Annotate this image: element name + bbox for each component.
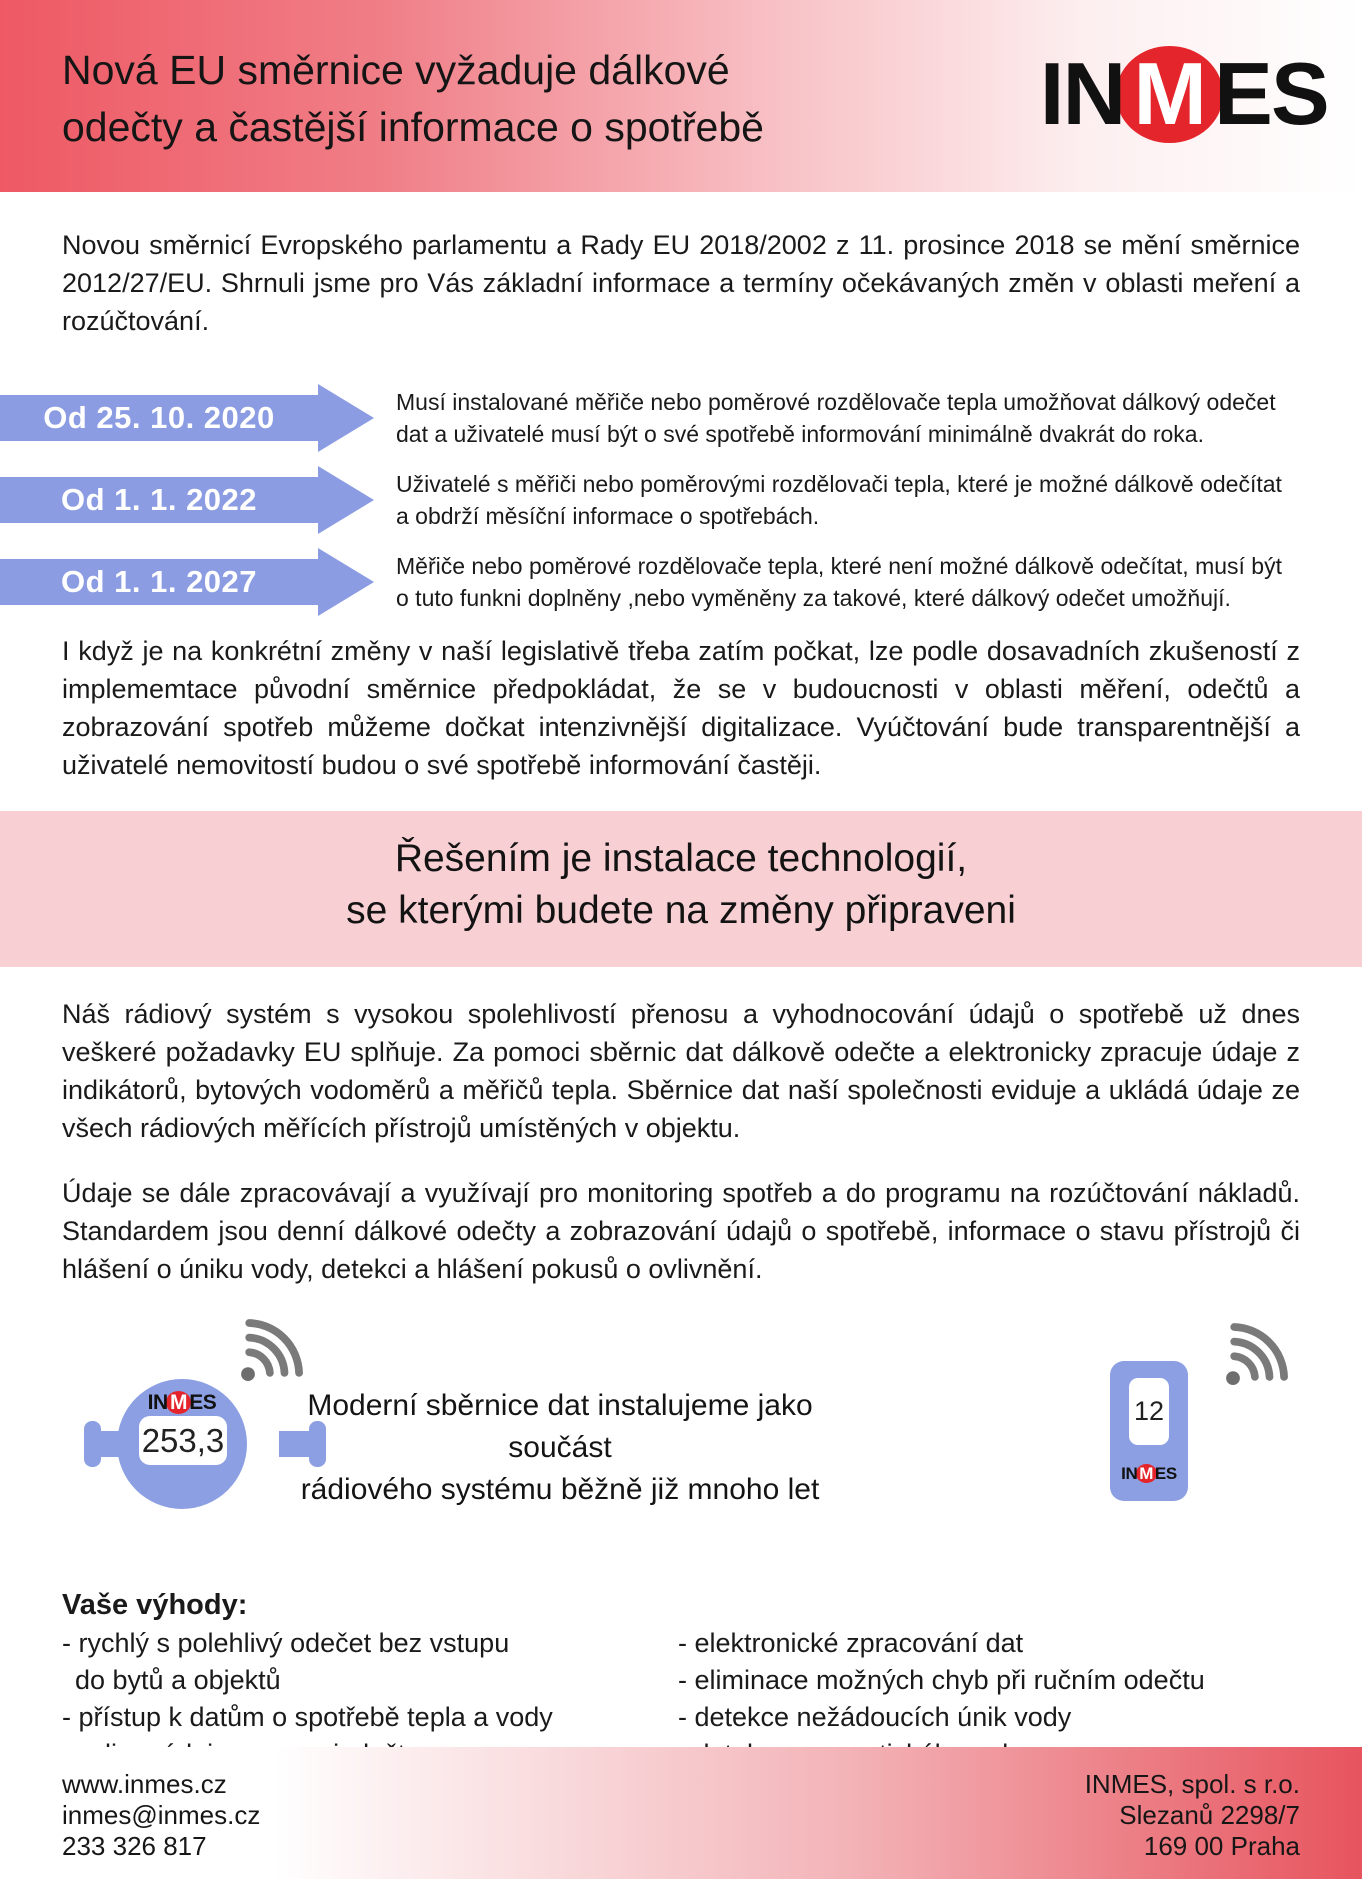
logo-red-ellipse-icon <box>1136 1464 1157 1483</box>
timeline <box>0 386 1362 614</box>
timeline-date: Od 1. 1. 2022 <box>60 482 258 517</box>
benefits-right-column <box>678 1585 1205 1773</box>
logo-text-m: M <box>169 1391 188 1415</box>
meter-inmes-logo <box>117 1391 247 1414</box>
logo-text-in: IN <box>147 1391 168 1415</box>
logo-text-es: ES <box>1154 1463 1177 1483</box>
timeline-row-2020 <box>0 386 1362 450</box>
devices-caption-line1: Moderní sběrnice dat instalujeme jako součást <box>307 1389 813 1464</box>
allocator-inmes-logo <box>1110 1464 1188 1483</box>
benefits-section <box>62 1585 1300 1773</box>
logo-text-in: IN <box>1039 44 1125 144</box>
legislation-paragraph: I když je na konkrétní změny v naší legislativě třeba zatím počkat, lze podle dosavadních zkušeností z implememtace původní směrnice předpokládat, že se v budoucnosti v oblasti měření, odečtů a zobrazování spotřeb můžeme dočkat intenzivnější digitalizace. Vyúčtování bude transparentnější a uživatelé nemovitostí budou o své spotřebě informování častěji. <box>62 636 1300 780</box>
footer-contact <box>62 1769 260 1862</box>
timeline-text: Měřiče nebo poměrové rozdělovače tepla, které není možné dálkově odečítat, musí být o tuto funkni doplněny ,nebo vyměněny za takové, které dálkový odečet umožňují. <box>396 553 1282 611</box>
benefit-item: - detekce nežádoucích únik vody <box>678 1702 1072 1732</box>
radio-system-paragraph: Náš rádiový systém s vysokou spolehlivostí přenosu a vyhodnocování údajů o spotřebě už dnes veškeré požadavky EU splňuje. Za pomoci sběrnic dat dálkově odečte a elektronicky zpracuje údaje z indikátorů, bytových vodoměrů a měřičů tepla. Sběrnice dat naší společnosti eviduje a ukládá údaje ze všech rádiových měřících přístrojů umístěných v objektu. <box>62 999 1300 1143</box>
timeline-text: Uživatelé s měřiči nebo poměrovými rozdělovači tepla, které je možné dálkově odečítat a obdrží měsíční informace o spotřebách. <box>396 471 1282 529</box>
footer-street: Slezanů 2298/7 <box>1119 1800 1300 1830</box>
timeline-arrow-2020 <box>0 395 318 441</box>
footer-email: inmes@inmes.cz <box>62 1800 261 1830</box>
logo-text-es: ES <box>189 1391 217 1415</box>
timeline-arrow-2027 <box>0 559 318 605</box>
devices-illustration <box>0 1309 1362 1559</box>
radio-waves-icon <box>1190 1305 1276 1391</box>
benefits-heading: Vaše výhody: <box>62 1589 248 1621</box>
benefit-item: - elektronické zpracování dat <box>678 1628 1024 1658</box>
heat-cost-allocator-icon <box>1110 1361 1188 1501</box>
footer-address <box>1085 1769 1300 1862</box>
footer-city: 169 00 Praha <box>1143 1831 1300 1861</box>
page-title <box>62 42 764 156</box>
data-processing-paragraph: Údaje se dále zpracovávají a využívají pro monitoring spotřeb a do programu na rozúčtování nákladů. Standardem jsou denní dálkové odečty a zobrazování údajů o spotřebě, informace o stavu přístrojů či hlášení o úniku vody, detekci a hlášení pokusů o ovlivnění. <box>62 1178 1300 1284</box>
footer-banner <box>0 1747 1362 1879</box>
footer-website: www.inmes.cz <box>62 1769 227 1799</box>
page-title-line2: odečty a častější informace o spotřebě <box>62 104 764 150</box>
logo-red-ellipse-icon <box>1116 46 1223 143</box>
logo-text-es: ES <box>1214 44 1328 144</box>
timeline-date: Od 1. 1. 2027 <box>60 564 258 599</box>
intro-paragraph: Novou směrnicí Evropského parlamentu a Rady EU 2018/2002 z 11. prosince 2018 se mění směrnice 2012/27/EU. Shrnuli jsme pro Vás základní informace a termíny očekávaných změn v oblasti meření a rozúčtování. <box>62 230 1300 336</box>
benefits-left-column <box>62 1585 618 1773</box>
devices-caption-line2: rádiového systému běžně již mnoho let <box>300 1473 820 1506</box>
benefit-item-continuation: do bytů a objektů <box>75 1665 281 1695</box>
logo-red-ellipse-icon <box>166 1391 192 1414</box>
banner-line2: se kterými budete na změny připraveni <box>346 889 1016 932</box>
meter-reading-display: 253,3 <box>139 1416 227 1465</box>
footer-company: INMES, spol. s r.o. <box>1084 1769 1300 1799</box>
benefit-item: - přístup k datům o spotřebě tepla a vody <box>62 1702 553 1732</box>
solution-banner <box>0 811 1362 967</box>
devices-caption <box>255 1385 865 1511</box>
benefit-item: - eliminace možných chyb při ručním odečtu <box>678 1665 1205 1695</box>
banner-line1: Řešením je instalace technologií, <box>394 837 968 880</box>
inmes-logo <box>1040 46 1328 143</box>
logo-text-m: M <box>1139 1463 1154 1483</box>
timeline-text: Musí instalované měřiče nebo poměrové rozdělovače tepla umožňovat dálkový odečet dat a uživatelé musí být o své spotřebě informování minimálně dvakrát do roka. <box>396 389 1276 447</box>
timeline-row-2027 <box>0 550 1362 614</box>
benefit-item: - rychlý s polehlivý odečet bez vstupu <box>62 1628 510 1658</box>
header-banner <box>0 0 1362 192</box>
footer-phone: 233 326 817 <box>62 1831 207 1861</box>
timeline-row-2022 <box>0 468 1362 532</box>
allocator-reading-display: 12 <box>1129 1378 1169 1445</box>
page-title-line1: Nová EU směrnice vyžaduje dálkové <box>62 47 730 93</box>
logo-text-in: IN <box>1121 1463 1138 1483</box>
timeline-date: Od 25. 10. 2020 <box>43 400 275 435</box>
logo-text-m: M <box>1133 44 1206 144</box>
timeline-arrow-2022 <box>0 477 318 523</box>
